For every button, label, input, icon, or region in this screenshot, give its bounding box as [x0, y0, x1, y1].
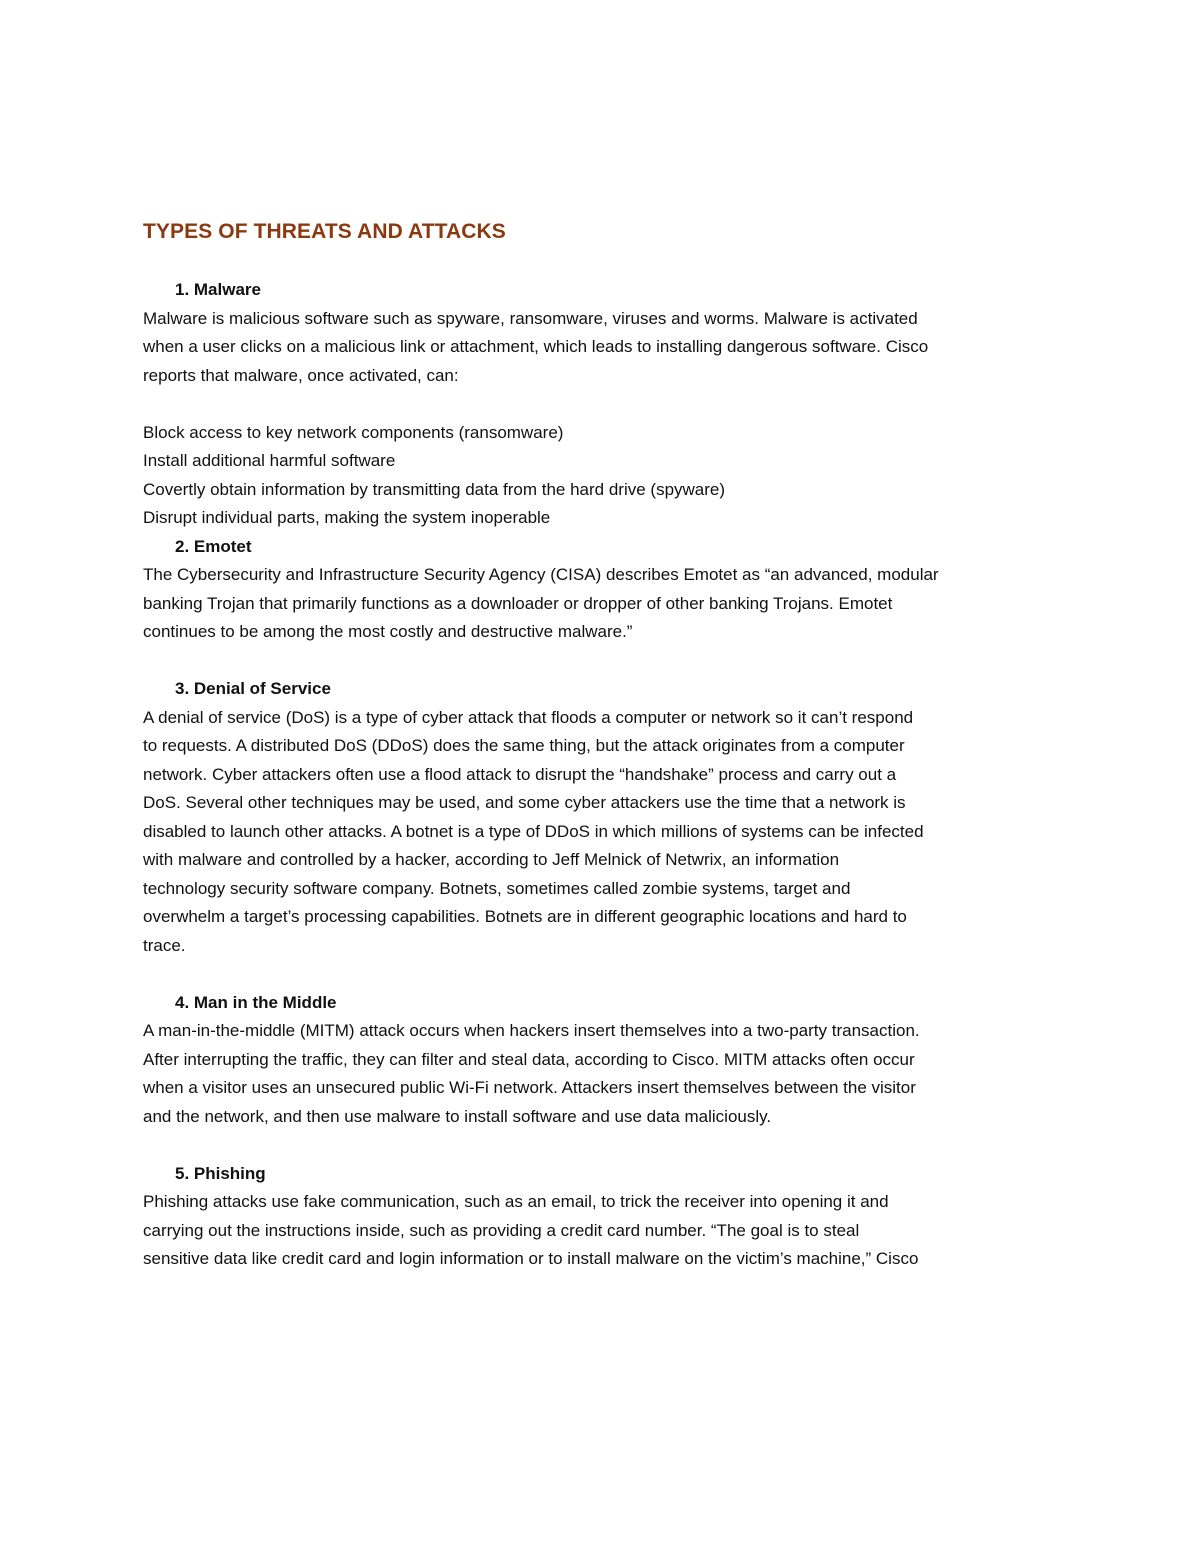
document-title: TYPES OF THREATS AND ATTACKS: [143, 220, 506, 243]
list-item: Disrupt individual parts, making the system inoperable: [143, 508, 551, 527]
spacer: [143, 960, 1083, 989]
malware-effects-list: [143, 419, 1083, 533]
list-item: Block access to key network components (ransomware): [143, 422, 564, 442]
spacer: [143, 647, 1083, 676]
section-heading-man-in-the-middle: 4. Man in the Middle: [175, 992, 337, 1012]
section-heading-phishing: 5. Phishing: [175, 1163, 266, 1183]
body-line: when a user clicks on a malicious link or attachment, which leads to installing dangerous software. Cisco: [143, 337, 929, 356]
body-line: DoS. Several other techniques may be used, and some cyber attackers use the time that a network is: [143, 793, 906, 812]
spacer: [143, 1131, 1083, 1160]
body-line: Malware is malicious software such as spyware, ransomware, viruses and worms. Malware is activated: [143, 308, 918, 328]
body-line: disabled to launch other attacks. A botnet is a type of DDoS in which millions of systems can be infected: [143, 821, 924, 841]
body-line: technology security software company. Botnets, sometimes called zombie systems, target and: [143, 878, 851, 898]
section-heading-emotet: 2. Emotet: [175, 536, 252, 556]
section-body-man-in-the-middle: [143, 1017, 1083, 1131]
body-line: The Cybersecurity and Infrastructure Security Agency (CISA) describes Emotet as “an advanced, modular: [143, 565, 939, 584]
section-body-malware: [143, 305, 1083, 391]
body-line: sensitive data like credit card and login information or to install malware on the victim’s machine,” Cisco: [143, 1249, 919, 1268]
section-heading-denial-of-service: 3. Denial of Service: [175, 679, 331, 698]
spacer: [143, 390, 1083, 419]
list-item: Install additional harmful software: [143, 451, 396, 470]
document-page: [143, 218, 1083, 1274]
body-line: overwhelm a target’s processing capabilities. Botnets are in different geographic locations and hard to: [143, 907, 907, 926]
body-line: and the network, and then use malware to install software and use data maliciously.: [143, 1106, 772, 1126]
body-line: banking Trojan that primarily functions as a downloader or dropper of other banking Trojans. Emotet: [143, 593, 893, 613]
body-line: with malware and controlled by a hacker, according to Jeff Melnick of Netwrix, an information: [143, 850, 840, 869]
body-line: when a visitor uses an unsecured public Wi-Fi network. Attackers insert themselves between the visitor: [143, 1078, 916, 1097]
section-body-phishing: [143, 1188, 1083, 1274]
body-line: A denial of service (DoS) is a type of cyber attack that floods a computer or network so it can’t respond: [143, 707, 914, 727]
list-item: Covertly obtain information by transmitting data from the hard drive (spyware): [143, 479, 726, 499]
section-body-denial-of-service: [143, 704, 1083, 961]
body-line: reports that malware, once activated, can:: [143, 365, 459, 385]
body-line: network. Cyber attackers often use a flood attack to disrupt the “handshake” process and carry out a: [143, 764, 897, 784]
section-body-emotet: [143, 561, 1083, 647]
section-heading-malware: 1. Malware: [175, 280, 261, 299]
body-line: Phishing attacks use fake communication, such as an email, to trick the receiver into opening it and: [143, 1192, 889, 1211]
body-line: carrying out the instructions inside, such as providing a credit card number. “The goal is to steal: [143, 1220, 860, 1240]
body-line: trace.: [143, 935, 186, 955]
body-line: continues to be among the most costly and destructive malware.”: [143, 622, 633, 641]
body-line: After interrupting the traffic, they can filter and steal data, according to Cisco. MITM attacks often occur: [143, 1049, 915, 1069]
body-line: to requests. A distributed DoS (DDoS) does the same thing, but the attack originates from a computer: [143, 736, 905, 755]
body-line: A man-in-the-middle (MITM) attack occurs when hackers insert themselves into a two-party transaction.: [143, 1021, 920, 1040]
